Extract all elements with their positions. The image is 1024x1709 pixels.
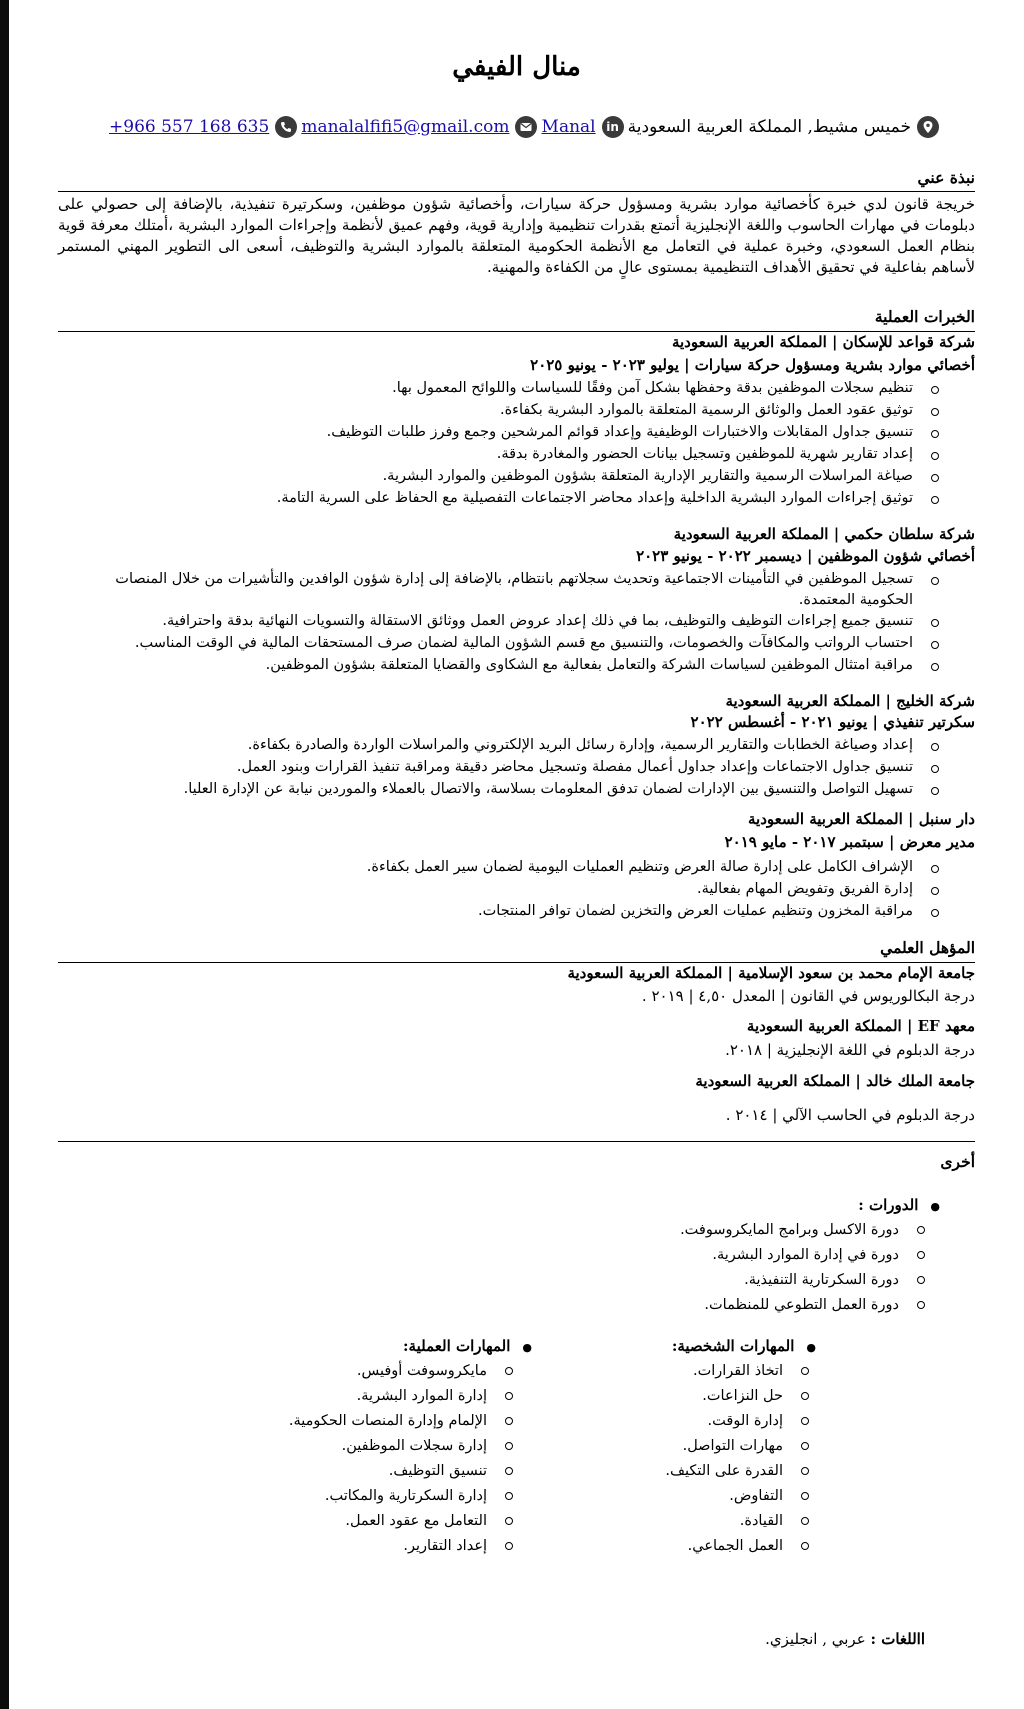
education-degree: درجة الدبلوم في الحاسب الآلي | ٢٠١٤ . [725,1106,975,1124]
personal-skill-item: اتخاذ القرارات. [665,1359,809,1384]
job-task: توثيق إجراءات الموارد البشرية الداخلية وإعداد محاضر الاجتماعات التفصيلية مع الحفاظ على السرية التامة. [277,488,939,510]
left-border-bar [0,0,9,1709]
education-heading: المؤهل العلمي [880,938,975,957]
job-tasks-list [367,857,939,923]
job-company: دار سنبل | المملكة العربية السعودية [747,810,975,828]
education-degree: درجة البكالوريوس في القانون | المعدل ٤,٥٠ | ٢٠١٩ . [641,987,975,1005]
job-task: تنظيم سجلات الموظفين بدقة وحفظها بشكل آمن وفقًا للسياسات واللوائح المعمول بها. [277,378,939,400]
courses-heading: ● الدورات : [858,1196,940,1214]
email-icon [515,116,537,138]
personal-skills-list [665,1359,809,1559]
job-company: شركة سلطان حكمي | المملكة العربية السعودية [673,525,975,543]
practical-skill-item: تنسيق التوظيف. [289,1459,513,1484]
job-task: تنسيق جميع إجراءات التوظيف والتوظيف، بما في ذلك إعداد عروض العمل ووثائق الاستقالة والتسويات النهائية بدقة واحترافية. [83,611,939,633]
course-item: دورة في إدارة الموارد البشرية. [680,1243,925,1268]
resume-page [9,0,1024,1709]
job-task: احتساب الرواتب والمكافآت والخصومات، والتنسيق مع قسم الشؤون المالية لضمان صرف المستحقات المالية في الوقت المناسب. [83,633,939,655]
linkedin-link[interactable]: Manal [541,117,596,137]
linkedin-icon: in [602,116,624,138]
personal-skill-item: التفاوض. [665,1484,809,1509]
course-item: دورة الاكسل وبرامج المايكروسوفت. [680,1218,925,1243]
practical-skills-heading: ● المهارات العملية: [403,1337,532,1355]
course-item: دورة العمل التطوعي للمنظمات. [680,1293,925,1318]
practical-skill-item: التعامل مع عقود العمل. [289,1509,513,1534]
languages-line [765,1630,925,1648]
job-role: سكرتير تنفيذي | يونيو ٢٠٢١ - أغسطس ٢٠٢٢ [690,713,975,731]
phone-icon [275,116,297,138]
practical-skill-item: إدارة سجلات الموظفين. [289,1434,513,1459]
job-task: إدارة الفريق وتفويض المهام بفعالية. [367,879,939,901]
job-task: الإشراف الكامل على إدارة صالة العرض وتنظيم العمليات اليومية لضمان سير العمل بكفاءة. [367,857,939,879]
courses-list [680,1218,925,1318]
practical-skill-item: الإلمام وإدارة المنصات الحكومية. [289,1409,513,1434]
job-tasks-list [184,735,939,801]
practical-skills-list [289,1359,513,1559]
job-task: تسهيل التواصل والتنسيق بين الإدارات لضمان تدفق المعلومات بسلاسة، والاتصال بالعملاء والموردين نيابة عن الإدارة العليا. [184,779,939,801]
job-company: شركة قواعد للإسكان | المملكة العربية السعودية [671,333,975,351]
practical-skill-item: إدارة الموارد البشرية. [289,1384,513,1409]
languages-label: االلغات : [870,1630,925,1648]
job-task: تنسيق جداول المقابلات والاختبارات الوظيفية وإعداد قوائم المرشحين وجمع وفرز طلبات التوظيف. [277,422,939,444]
about-heading: نبذة عني [917,168,975,187]
contact-bar [109,116,939,138]
personal-skill-item: حل النزاعات. [665,1384,809,1409]
personal-skill-item: العمل الجماعي. [665,1534,809,1559]
contact-email[interactable] [301,116,537,138]
job-task: مراقبة المخزون وتنظيم عمليات العرض والتخزين لضمان توافر المنتجات. [367,901,939,923]
education-institution: معهد EF | المملكة العربية السعودية [746,1017,975,1035]
personal-skills-heading: ● المهارات الشخصية: [672,1337,816,1355]
location-pin-icon [917,116,939,138]
experience-heading: الخبرات العملية [874,307,975,326]
location-text: خميس مشيط, المملكة العربية السعودية [627,117,911,137]
education-institution: جامعة الإمام محمد بن سعود الإسلامية | المملكة العربية السعودية [567,964,975,982]
course-item: دورة السكرتارية التنفيذية. [680,1268,925,1293]
job-role: مدير معرض | سبتمبر ٢٠١٧ - مايو ٢٠١٩ [724,833,975,851]
email-link[interactable]: manalalfifi5@gmail.com [301,117,510,137]
practical-skill-item: إدارة السكرتارية والمكاتب. [289,1484,513,1509]
other-heading: أخرى [940,1152,975,1171]
practical-skill-item: مايكروسوفت أوفيس. [289,1359,513,1384]
contact-location [628,116,939,138]
job-task: إعداد تقارير شهرية للموظفين وتسجيل بيانات الحضور والمغادرة بدقة. [277,444,939,466]
other-divider [58,1141,975,1142]
personal-skill-item: القدرة على التكيف. [665,1459,809,1484]
job-task: تسجيل الموظفين في التأمينات الاجتماعية وتحديث سجلاتهم بانتظام، بالإضافة إلى إدارة شؤون الوافدين والتأشيرات من خلال المنصات الحكومية المعتمدة. [83,569,939,611]
job-tasks-list [277,378,939,510]
contact-phone[interactable] [109,116,297,138]
job-task: تنسيق جداول الاجتماعات وإعداد جداول أعمال مفصلة وتسجيل محاضر دقيقة ومراقبة تنفيذ القرارات وبنود العمل. [184,757,939,779]
job-company: شركة الخليج | المملكة العربية السعودية [725,692,975,710]
job-task: صياغة المراسلات الرسمية والتقارير الإدارية المتعلقة بشؤون الموظفين والموارد البشرية. [277,466,939,488]
contact-linkedin[interactable] [542,116,624,138]
languages-value: عربي , انجليزي. [765,1630,866,1648]
job-task: توثيق عقود العمل والوثائق الرسمية المتعلقة بالموارد البشرية بكفاءة. [277,400,939,422]
resume-name: منال الفيفي [452,52,581,82]
job-role: أخصائي موارد بشرية ومسؤول حركة سيارات | يوليو ٢٠٢٣ - يونيو ٢٠٢٥ [530,356,975,374]
practical-skill-item: إعداد التقارير. [289,1534,513,1559]
job-role: أخصائي شؤون الموظفين | ديسمبر ٢٠٢٢ - يونيو ٢٠٢٣ [636,547,975,565]
about-text: خريجة قانون لدي خبرة كأخصائية موارد بشرية ومسؤول حركة سيارات، وأخصائية شؤون موظفين، وسكرتيرة تنفيذية، بالإضافة إلى حصولي على دبلومات في مهارات الحاسوب واللغة الإنجليزية أتمتع بقدرات تنظيمية وإدارية قوية، وفهم عميق لأنظمة وإجراءات الموارد البشرية ،أمتلك معرفة قوية بنظام العمل السعودي، وخبرة عملية في التعامل مع الأنظمة الحكومية المتعلقة بالموارد البشرية والتوظيف، أسعى الى التطوير المهني المستمر لأساهم بفاعلية في تحقيق الأهداف التنظيمية بمستوى عالٍ من الكفاءة والمهنية. [58,195,975,276]
education-degree: درجة الدبلوم في اللغة الإنجليزية | ٢٠١٨. [725,1041,975,1059]
education-institution: جامعة الملك خالد | المملكة العربية السعودية [695,1072,975,1090]
personal-skill-item: إدارة الوقت. [665,1409,809,1434]
personal-skill-item: مهارات التواصل. [665,1434,809,1459]
education-divider [58,962,975,963]
personal-skill-item: القيادة. [665,1509,809,1534]
phone-link[interactable]: +966 557 168 635 [109,117,270,137]
job-task: إعداد وصياغة الخطابات والتقارير الرسمية، وإدارة رسائل البريد الإلكتروني والمراسلات الواردة والصادرة بكفاءة. [184,735,939,757]
about-divider [58,191,975,192]
job-task: مراقبة امتثال الموظفين لسياسات الشركة والتعامل بفعالية مع الشكاوى والقضايا المتعلقة بشؤون الموظفين. [83,655,939,677]
job-tasks-list [83,569,939,677]
experience-divider [58,331,975,332]
